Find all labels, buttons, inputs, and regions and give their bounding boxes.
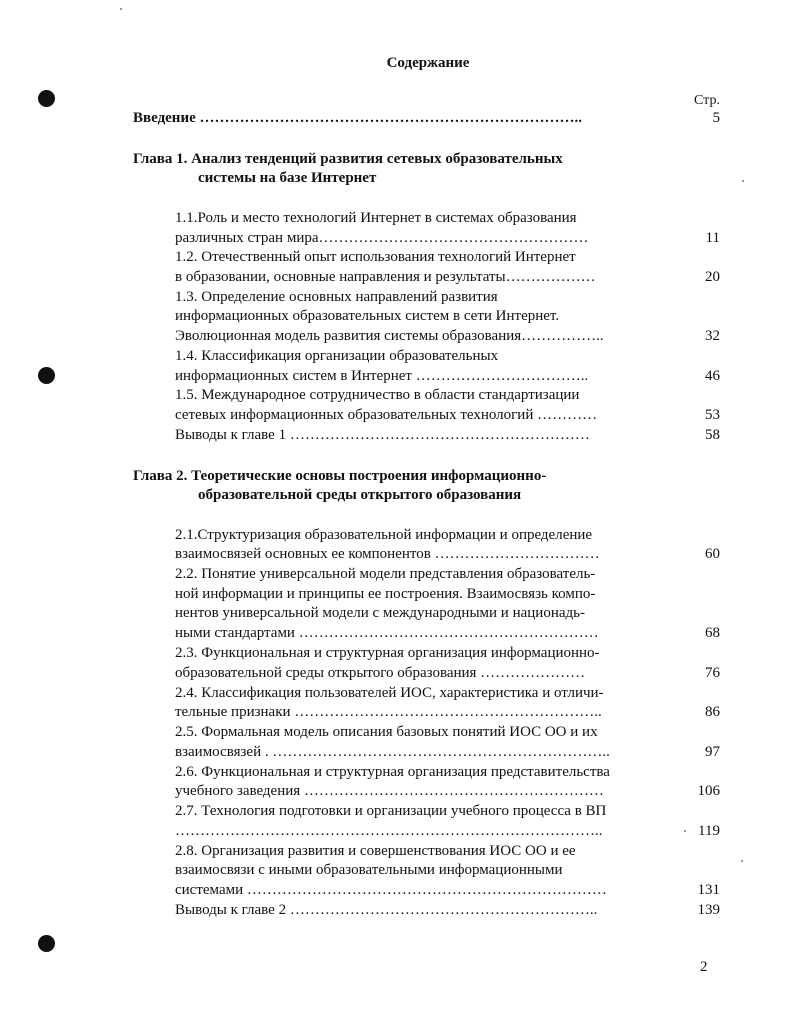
toc-page: 58 <box>705 427 720 443</box>
scan-speck <box>120 8 122 10</box>
toc-page: 32 <box>705 328 720 344</box>
toc-page: 131 <box>697 882 720 898</box>
toc-line: 1.3. Определение основных направлений развития <box>175 289 498 305</box>
toc-line: Выводы к главе 2 …………………………………………………….. <box>175 902 598 918</box>
scan-speck <box>742 180 744 182</box>
page-column-label: Стр. <box>694 93 720 108</box>
toc-line: образовательной среды открытого образования ………………… <box>175 665 586 681</box>
chapter-2-heading: Глава 2. Теоретические основы построения информационно- <box>133 468 547 484</box>
chapter-2-heading-cont: образовательной среды открытого образования <box>198 487 522 503</box>
chapter-1-heading-cont: системы на базе Интернет <box>198 170 377 186</box>
toc-line: 2.4. Классификация пользователей ИОС, характеристика и отличи- <box>175 685 604 701</box>
toc-line: 1.2. Отечественный опыт использования технологий Интернет <box>175 249 576 265</box>
scan-speck <box>741 860 743 862</box>
toc-line: 2.3. Функциональная и структурная организация информационно- <box>175 645 600 661</box>
toc-line: нентов универсальной модели с международными и национадь- <box>175 605 585 621</box>
toc-line: 1.5. Международное сотрудничество в области стандартизации <box>175 387 580 403</box>
toc-line: взаимосвязи с иными образовательными информационными <box>175 862 563 878</box>
toc-page: 11 <box>705 230 720 246</box>
binder-hole-middle <box>38 367 55 384</box>
toc-line: 1.4. Классификация организации образовательных <box>175 348 499 364</box>
toc-line: 2.1.Структуризация образовательной информации и определение <box>175 527 593 543</box>
toc-line: 2.7. Технология подготовки и организации учебного процесса в ВП <box>175 803 607 819</box>
toc-line: 1.1.Роль и место технологий Интернет в системах образования <box>175 210 577 226</box>
toc-line: учебного заведения …………………………………………………… <box>175 783 604 799</box>
toc-page: 20 <box>705 269 720 285</box>
toc-line: Выводы к главе 1 …………………………………………………… <box>175 427 590 443</box>
toc-page: 139 <box>697 902 720 918</box>
binder-hole-bottom <box>38 935 55 952</box>
toc-page-intro: 5 <box>712 110 720 126</box>
toc-line: различных стран мира……………………………………………… <box>175 230 589 246</box>
toc-line: ………………………………………………………………………….. <box>175 823 603 839</box>
toc-page: 97 <box>705 744 720 760</box>
toc-line: взаимосвязей основных ее компонентов …………………………… <box>175 546 600 562</box>
toc-page: 68 <box>705 625 720 641</box>
toc-page: 76 <box>705 665 720 681</box>
toc-line: системами ……………………………………………………………… <box>175 882 607 898</box>
page-number: 2 <box>700 959 708 975</box>
chapter-1-heading: Глава 1. Анализ тенденций развития сетевых образовательных <box>133 151 563 167</box>
binder-hole-top <box>38 90 55 107</box>
toc-line: ными стандартами …………………………………………………… <box>175 625 599 641</box>
toc-page: 119 <box>698 823 720 839</box>
toc-line: в образовании, основные направления и результаты……………… <box>175 269 596 285</box>
toc-line: 2.8. Организация развития и совершенствования ИОС ОО и ее <box>175 843 576 859</box>
toc-page: 53 <box>705 407 720 423</box>
toc-line: информационных систем в Интернет …………………………….. <box>175 368 589 384</box>
toc-page: 60 <box>705 546 720 562</box>
toc-line: информационных образовательных систем в сети Интернет. <box>175 308 560 324</box>
toc-line: взаимосвязей . ………………………………………………………….. <box>175 744 610 760</box>
toc-line: 2.2. Понятие универсальной модели представления образователь- <box>175 566 596 582</box>
toc-line: ной информации и принципы ее построения. Взаимосвязь компо- <box>175 586 596 602</box>
page-title: Содержание <box>386 55 470 71</box>
toc-line: Эволюционная модель развития системы образования…………….. <box>175 328 604 344</box>
toc-page: 46 <box>705 368 720 384</box>
toc-line: сетевых информационных образовательных технологий ………… <box>175 407 598 423</box>
toc-line: 2.6. Функциональная и структурная организация представительства <box>175 764 610 780</box>
toc-page: 106 <box>697 783 720 799</box>
toc-line-intro: Введение ………………………………………………………………….. <box>133 110 583 126</box>
toc-line: 2.5. Формальная модель описания базовых понятий ИОС ОО и их <box>175 724 598 740</box>
toc-page: 86 <box>705 704 720 720</box>
toc-line: тельные признаки …………………………………………………….. <box>175 704 602 720</box>
